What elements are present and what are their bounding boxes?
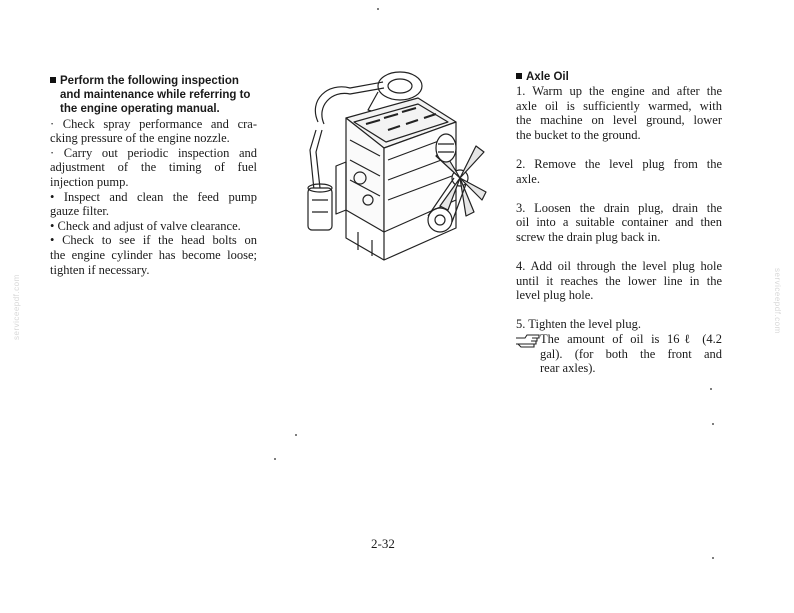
note: The amount of oil is 16ℓ (4.2 gal). (for both the front and rear axles). xyxy=(516,332,722,376)
step-2: 2. Remove the level plug from the axle. xyxy=(516,157,722,186)
step-5: 5. Tighten the level plug. xyxy=(516,317,641,332)
scan-speck xyxy=(274,458,276,460)
body-line: adjustment of the timing of fuel xyxy=(50,160,257,175)
body-line: • Check and adjust of valve clearance. xyxy=(50,218,241,233)
scan-speck xyxy=(710,388,712,390)
body-line: • Check to see if the head bolts on xyxy=(50,233,257,248)
scan-speck xyxy=(712,423,714,425)
inspection-heading: Perform the following inspection and maintenance while referring to the engine operating manual. xyxy=(50,74,257,117)
body-line: gauze filter. xyxy=(50,204,109,219)
body-line: tighten if necessary. xyxy=(50,262,150,277)
scan-speck xyxy=(295,434,297,436)
inspection-section xyxy=(50,74,257,277)
watermark-left: serviceepdf.com xyxy=(12,274,21,340)
pointing-hand-icon xyxy=(515,333,541,349)
step-1: 1. Warm up the engine and after the axle oil is sufficiently warmed, with the machine on level ground, lower the bucket to the ground. xyxy=(516,84,722,142)
axle-oil-heading: Axle Oil xyxy=(516,70,722,84)
bullet-square-icon xyxy=(516,73,522,79)
page-number: 2-32 xyxy=(371,536,395,551)
watermark-right: serviceepdf.com xyxy=(773,268,782,334)
step-4: 4. Add oil through the level plug hole until it reaches the lower line in the level plug hole. xyxy=(516,259,722,303)
body-line: · Check spray performance and cra- xyxy=(50,116,257,131)
step-3: 3. Loosen the drain plug, drain the oil into a suitable container and then screw the drain plug back in. xyxy=(516,200,722,244)
scan-speck xyxy=(377,8,379,10)
engine-illustration-icon xyxy=(288,60,488,265)
inspection-body xyxy=(50,117,257,278)
bullet-square-icon xyxy=(50,77,56,83)
axle-oil-section xyxy=(516,70,722,376)
body-line: cking pressure of the engine nozzle. xyxy=(50,131,230,146)
body-line: • Inspect and clean the feed pump xyxy=(50,189,257,204)
body-line: injection pump. xyxy=(50,174,129,189)
body-line: the engine cylinder has become loose; xyxy=(50,247,257,262)
body-line: · Carry out periodic inspection and xyxy=(50,145,257,160)
scan-speck xyxy=(712,557,714,559)
